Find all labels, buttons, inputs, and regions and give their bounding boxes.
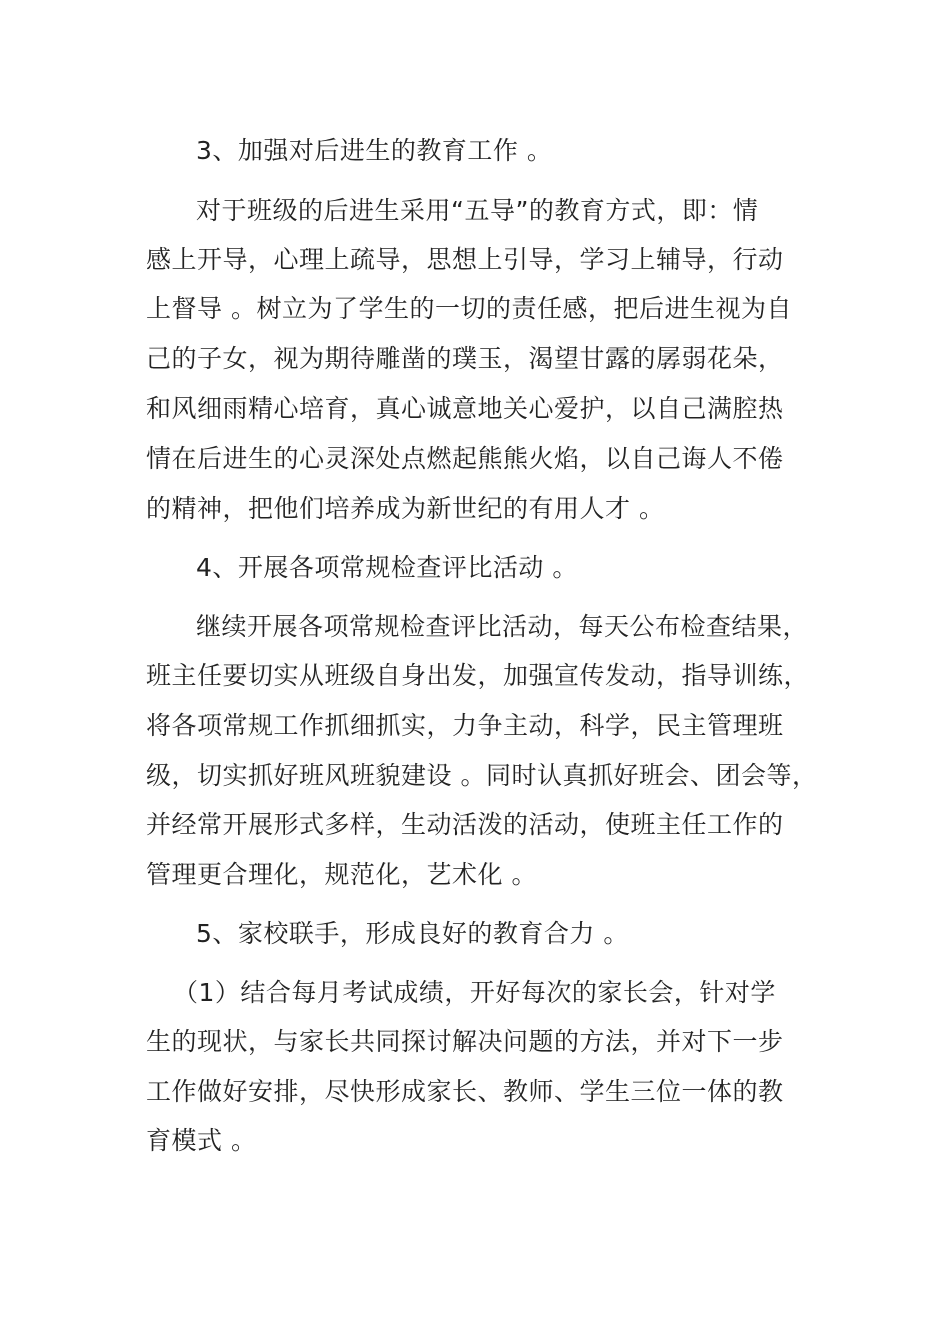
paragraph-line: 上督导 。树立为了学生的一切的责任感，把后进生视为自 [146,294,792,323]
paragraph-line: 感上开导，心理上疏导，思想上引导，学习上辅导，行动 [146,245,784,274]
heading-4: 4、开展各项常规检查评比活动 。 [196,553,578,582]
paragraph-line: 继续开展各项常规检查评比活动，每天公布检查结果， [196,612,809,641]
paragraph-line: 的精神，把他们培养成为新世纪的有用人才 。 [146,494,665,523]
paragraph-line: 管理更合理化，规范化，艺术化 。 [146,860,537,889]
paragraph-line: 和风细雨精心培育，真心诚意地关心爱护，以自己满腔热 [146,394,784,423]
paragraph-line: 生的现状，与家长共同探讨解决问题的方法，并对下一步 [146,1027,784,1056]
heading-5: 5、家校联手，形成良好的教育合力 。 [196,919,629,948]
paragraph-line: 并经常开展形式多样，生动活泼的活动，使班主任工作的 [146,810,784,839]
paragraph-line: 己的子女，视为期待雕凿的璞玉，渴望甘露的孱弱花朵， [146,344,784,373]
paragraph-line: 育模式 。 [146,1126,257,1155]
heading-3: 3、加强对后进生的教育工作 。 [196,136,553,165]
paragraph-line: 对于班级的后进生采用“五导”的教育方式，即：情 [196,196,759,225]
paragraph-line: 级，切实抓好班风班貌建设 。同时认真抓好班会、团会等， [146,761,818,790]
paragraph-line: 情在后进生的心灵深处点燃起熊熊火焰，以自己诲人不倦 [146,444,784,473]
paragraph-line: 工作做好安排，尽快形成家长、教师、学生三位一体的教 [146,1077,784,1106]
paragraph-line: 班主任要切实从班级自身出发，加强宣传发动，指导训练， [146,661,810,690]
paragraph-line: 将各项常规工作抓细抓实，力争主动，科学，民主管理班 [146,711,784,740]
paragraph-line: （1）结合每月考试成绩，开好每次的家长会，针对学 [173,978,776,1007]
